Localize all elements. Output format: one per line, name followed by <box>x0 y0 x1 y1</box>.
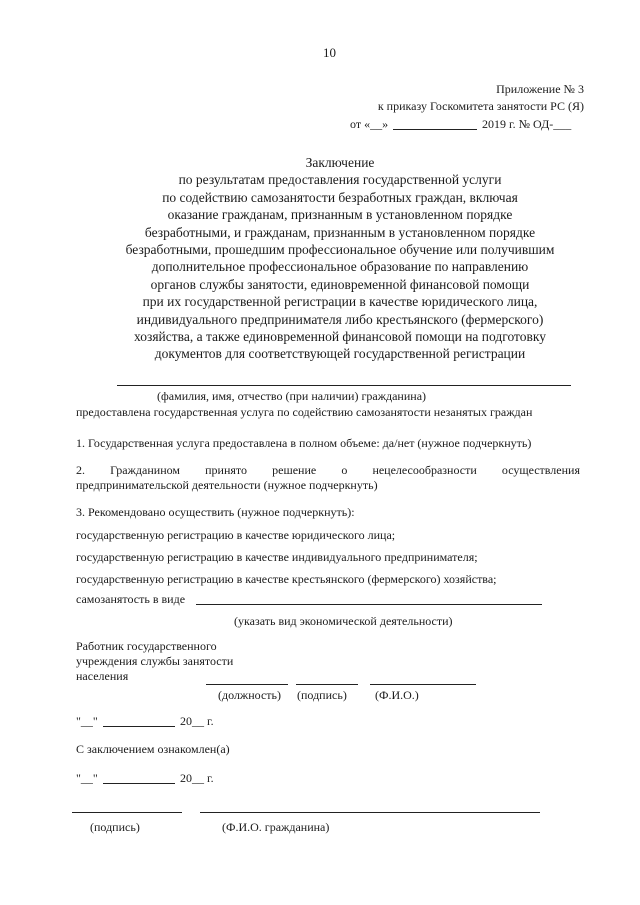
order-date-suffix: 2019 г. № ОД-___ <box>482 117 572 131</box>
title-line: при их государственной регистрации в качестве юридического лица, <box>142 294 538 310</box>
item-2-word: осуществления <box>501 463 580 477</box>
date-2-month-field[interactable] <box>103 783 175 784</box>
page-number: 10 <box>323 45 336 60</box>
order-reference: к приказу Госкомитета занятости РС (Я) <box>377 99 584 113</box>
citizen-name-caption: (фамилия, имя, отчество (при наличии) гражданина) <box>157 389 427 403</box>
title-line: документов для соответствующей государственной регистрации <box>154 346 526 362</box>
employee-line-2: учреждения службы занятости <box>76 654 234 668</box>
item-1: 1. Государственная услуга предоставлена в полном объеме: да/нет (нужное подчеркнуть) <box>76 436 532 450</box>
caption-signature: (подпись) <box>297 688 347 702</box>
option-individual-entrepreneur: государственную регистрацию в качестве индивидуального предпринимателя; <box>76 550 478 564</box>
employee-line-1: Работник государственного <box>76 639 217 653</box>
title-line: безработными, прошедшим профессиональное обучение или получившим <box>125 242 555 258</box>
order-date-blank <box>393 129 477 130</box>
item-2-word: решение <box>272 463 317 477</box>
conclusion-heading: Заключение <box>305 155 375 170</box>
item-2-word: принято <box>205 463 247 477</box>
date-2-year: 20__ г. <box>180 771 214 785</box>
title-line: оказание гражданам, признанным в установленном порядке <box>167 207 513 223</box>
activity-type-field[interactable] <box>196 604 542 605</box>
item-2-word: о <box>341 463 348 477</box>
employee-line-3: населения <box>76 669 129 683</box>
title-line: безработными, и гражданам, признанным в установленном порядке <box>144 224 536 240</box>
option-self-employment: самозанятость в виде <box>76 592 186 606</box>
employee-signature-field[interactable] <box>296 684 358 685</box>
citizen-name-field[interactable] <box>117 385 571 386</box>
title-line: по содействию самозанятости безработных граждан, включая <box>162 189 518 205</box>
item-2-line-1 <box>76 463 580 477</box>
date-1-month-field[interactable] <box>103 726 175 727</box>
date-1-day: "__" <box>76 714 98 728</box>
footer-caption-signature: (подпись) <box>90 820 140 834</box>
title-line: индивидуального предпринимателя либо крестьянского (фермерского) <box>136 311 544 327</box>
caption-name: (Ф.И.О.) <box>375 688 419 702</box>
caption-position: (должность) <box>218 688 281 702</box>
title-line: дополнительное профессиональное образование по направлению <box>151 259 529 275</box>
date-1-year: 20__ г. <box>180 714 214 728</box>
item-3: 3. Рекомендовано осуществить (нужное подчеркнуть): <box>76 505 355 519</box>
item-2-word: Гражданином <box>110 463 180 477</box>
item-2-word: 2. <box>76 463 85 477</box>
title-line: органов службы занятости, единовременной финансовой помощи <box>150 276 530 292</box>
item-2-word: нецелесообразности <box>372 463 477 477</box>
title-line: по результатам предоставления государственной услуги <box>178 172 502 188</box>
citizen-fio-field[interactable] <box>200 812 540 813</box>
date-2-day: "__" <box>76 771 98 785</box>
employee-name-field[interactable] <box>370 684 476 685</box>
item-2-line-2: предпринимательской деятельности (нужное подчеркнуть) <box>76 478 378 492</box>
acquainted-label: С заключением ознакомлен(а) <box>76 742 230 756</box>
title-line: хозяйства, а также единовременной финансовой помощи на подготовку <box>134 329 546 345</box>
activity-type-caption: (указать вид экономической деятельности) <box>234 614 453 628</box>
option-farm-household: государственную регистрацию в качестве крестьянского (фермерского) хозяйства; <box>76 572 497 586</box>
option-legal-entity: государственную регистрацию в качестве юридического лица; <box>76 528 396 542</box>
employee-position-field[interactable] <box>206 684 288 685</box>
footer-caption-name: (Ф.И.О. гражданина) <box>222 820 330 834</box>
appendix-label: Приложение № 3 <box>496 82 584 96</box>
citizen-signature-field[interactable] <box>72 812 182 813</box>
service-provided-text: предоставлена государственная услуга по содействию самозанятости незанятых граждан <box>76 405 533 419</box>
order-date-prefix: от «__» <box>350 117 389 131</box>
conclusion-title <box>60 154 620 363</box>
